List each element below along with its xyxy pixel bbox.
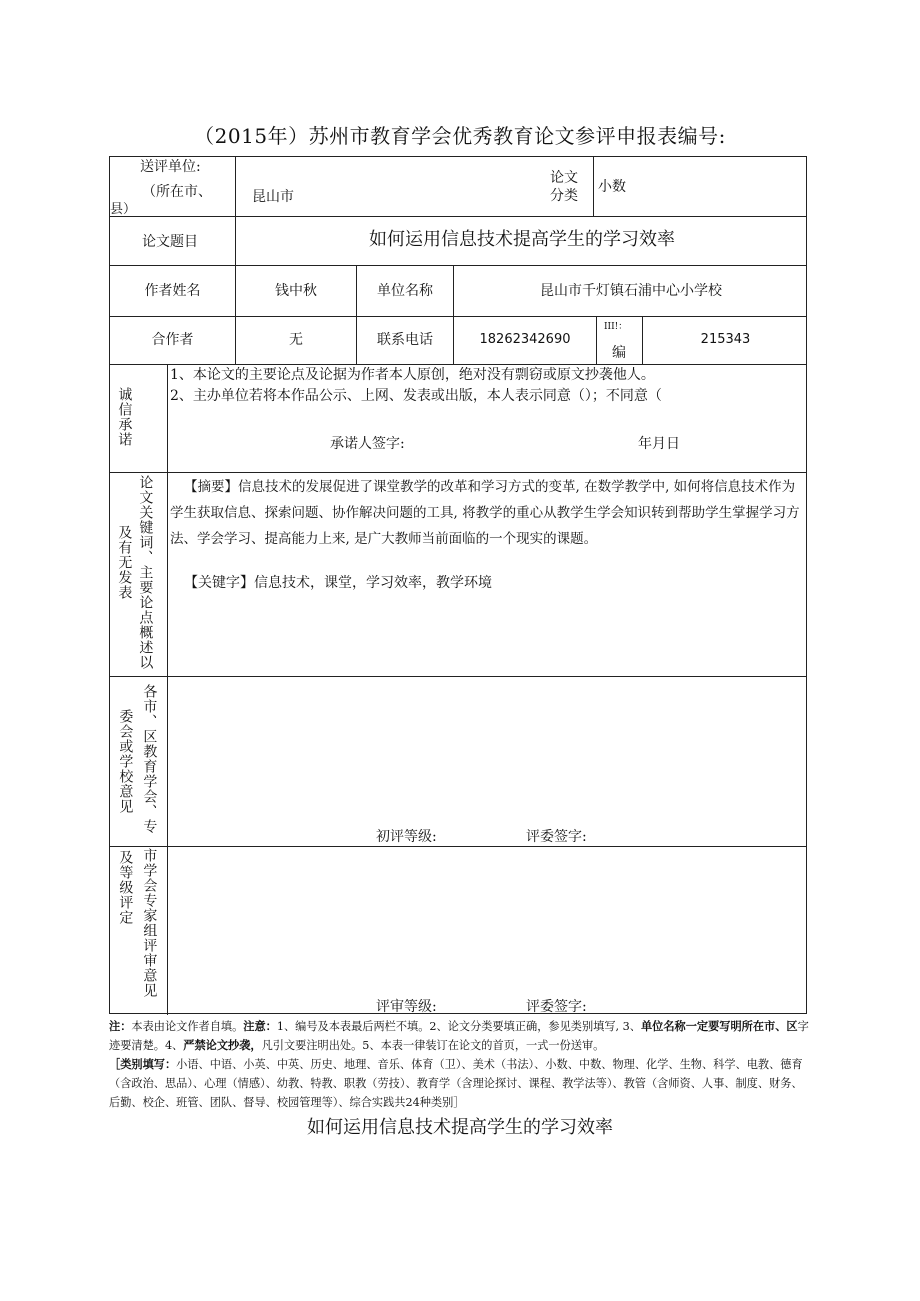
note-paragraph: [109, 1017, 809, 1055]
paper-title-label: 论文题目: [142, 234, 198, 250]
review1-side-label: 委会或学校意见: [117, 709, 134, 814]
keywords-prefix: 【关键字】: [184, 575, 254, 591]
paper-category-label: 分类: [550, 188, 578, 204]
abstract-prefix: 【摘要】: [184, 479, 238, 495]
review-grade-label: 评审等级:: [376, 999, 437, 1015]
postcode-value: 215343: [700, 332, 751, 347]
col-divider: [453, 265, 454, 364]
pledge-side-label: 诚信承诺: [116, 387, 133, 447]
note-emphasis: 严禁论文抄袭，: [183, 1038, 262, 1052]
pledge-line-1: 1、本论文的主要论点及论据为作者本人原创，绝对没有剽窃或原文抄袭他人。: [170, 367, 655, 383]
pledge-line-2: 2、主办单位若将本作品公示、上网、发表或出版，本人表示同意（）；不同意（: [170, 388, 662, 404]
submitting-unit-label: 送评单位:: [140, 159, 201, 175]
col-divider: [593, 157, 594, 216]
note-text: 凡引文要注明出处。5、本表一律装订在论文的首页，一式一份送审。: [261, 1039, 605, 1052]
initial-grade-label: 初评等级:: [376, 829, 437, 845]
note-text: 1、编号及本表最后两栏不填。2、论文分类要填正确，参见类别填写, 3、: [276, 1020, 641, 1033]
keywords-value: 信息技术，课堂，学习效率，教学环境: [254, 575, 492, 591]
document-title: 如何运用信息技术提高学生的学习效率: [307, 1117, 613, 1138]
review2-signature-label: 评委签字:: [526, 999, 587, 1015]
row-divider: [110, 216, 806, 217]
submitting-unit-label: （所在市、: [142, 184, 212, 200]
category-paragraph: [109, 1055, 809, 1112]
row-divider: [110, 316, 806, 317]
application-form-table: [109, 156, 807, 1014]
row-divider: [110, 364, 806, 365]
review1-side-label: 各市、区教育学会、专: [141, 684, 158, 834]
submitting-unit-label: 县）: [110, 202, 137, 217]
paper-category-label: 论文: [550, 170, 578, 186]
pledge-date-label: 年月日: [638, 436, 680, 452]
phone-label: 联系电话: [377, 332, 433, 348]
row-divider: [110, 265, 806, 266]
postcode-label: 编: [612, 345, 626, 361]
col-divider: [596, 316, 597, 364]
unit-name-label: 单位名称: [377, 283, 433, 299]
pledge-signature-label: 承诺人签字:: [330, 436, 405, 452]
paper-title-value: 如何运用信息技术提高学生的学习效率: [369, 229, 675, 250]
review2-side-label: 及等级评定: [117, 850, 134, 925]
row-divider: [110, 676, 806, 677]
review2-side-label: 市学会专家组评审意见: [141, 848, 158, 998]
col-divider: [167, 364, 168, 1015]
author-name-label: 作者姓名: [144, 283, 201, 299]
category-list: 小语、中语、小英、中英、历史、地理、音乐、体育（卫）、美术（书法）、小数、中数、物理、化学、生物、科学、电教、德育（含政治、思品）、心理（情感）、幼教、特教、职教（劳技）、教育学（含理论探讨、课程、教学法等）、教管（含师资、人事、制度、财务、后勤、校企、班管、团队、督导、校园管理等）、综合实践共24种类别］: [109, 1058, 803, 1109]
unit-name-value: 昆山市千灯镇石浦中心小学校: [540, 283, 722, 299]
note-emphasis: 单位名称一定要写明所在市、区: [640, 1019, 798, 1033]
form-notes: [109, 1017, 809, 1112]
abstract-text: [170, 474, 804, 552]
coauthor-value: 无: [289, 332, 303, 348]
paper-category-value: 小数: [598, 179, 626, 195]
note-heading: 注意：: [243, 1019, 277, 1033]
abstract-body: 信息技术的发展促进了课堂教学的改革和学习方式的变革, 在数学教学中, 如何将信息技术作为学生获取信息、探索问题、协作解决问题的工具, 将教学的重心从教学生学会知识转到帮助学生掌握学习方法、学会学习、提高能力上来, 是广大教师当前面临的一个现实的课题。: [170, 479, 800, 547]
page-title: （2015年）苏州市教育学会优秀教育论文参评申报表编号:: [194, 124, 726, 148]
author-name-value: 钱中秋: [275, 283, 317, 299]
col-divider: [235, 157, 236, 216]
abstract-side-label: 及有无发表: [116, 525, 133, 600]
abstract-side-label: 论文关键词、主要论点概述以: [137, 475, 154, 670]
note-text: 字迹要清楚。4、: [109, 1020, 809, 1052]
category-heading: ［类别填写：: [109, 1057, 177, 1071]
phone-value: 18262342690: [479, 332, 571, 347]
row-divider: [110, 472, 806, 473]
postcode-label: III!：: [604, 322, 628, 332]
review1-signature-label: 评委签字:: [526, 829, 587, 845]
row-divider: [110, 846, 806, 847]
submitting-unit-value: 昆山市: [252, 189, 294, 205]
coauthor-label: 合作者: [151, 332, 194, 348]
note-heading: 注：: [109, 1019, 132, 1033]
note-text: 本表由论文作者自填。: [131, 1020, 244, 1033]
keywords-text: [184, 574, 492, 592]
